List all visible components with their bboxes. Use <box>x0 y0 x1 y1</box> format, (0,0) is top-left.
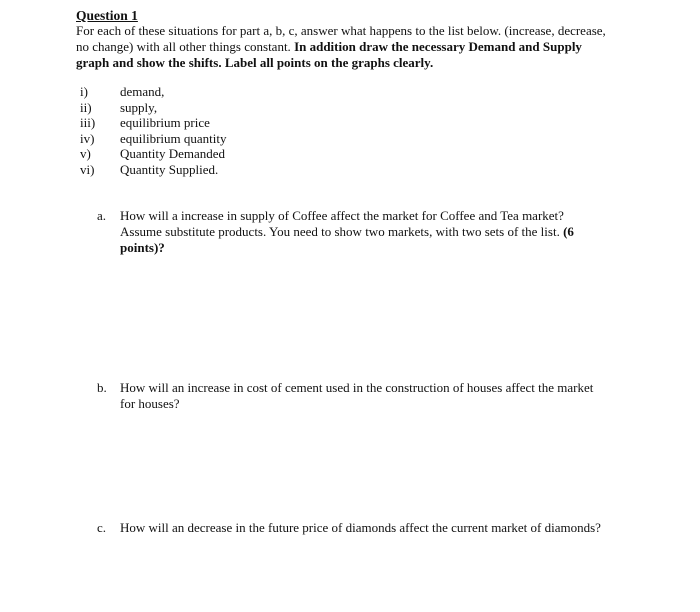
list-item-number: ii) <box>80 99 92 115</box>
part-b-letter: b. <box>97 380 107 395</box>
part-b-text: How will an increase in cost of cement used in the construction of houses affect the market for houses? <box>120 380 594 411</box>
part-c-question <box>120 520 607 536</box>
instructions-text: For each of these situations for part a, b, c, answer what happens to the list below. (increase, decrease, no change) with all other things constant. <box>76 23 606 54</box>
part-b <box>97 380 607 412</box>
list-item-number: vi) <box>80 161 95 177</box>
part-c-letter: c. <box>97 520 107 535</box>
part-a-letter: a. <box>97 208 107 223</box>
instructions-bold-text: In addition draw the necessary Demand and Supply graph and show the shifts. Label all points on the graphs clearly. <box>76 39 582 70</box>
question-instructions <box>76 23 616 71</box>
list-item <box>76 84 376 100</box>
list-item-number: iv) <box>80 130 95 146</box>
list-item-label: Quantity Demanded <box>120 146 226 161</box>
list-item-number: iii) <box>80 115 96 130</box>
part-a <box>97 208 607 256</box>
list-item-number: v) <box>80 146 91 161</box>
part-b-question <box>120 380 607 412</box>
list-item <box>76 131 376 147</box>
list-item <box>76 162 376 178</box>
part-a-question <box>120 208 607 256</box>
list-item <box>76 100 376 116</box>
list-item-label: supply, <box>120 99 158 115</box>
answer-list <box>76 84 376 177</box>
list-item-label: equilibrium quantity <box>120 130 227 146</box>
part-a-text: How will a increase in supply of Coffee affect the market for Coffee and Tea market? Assume substitute products. You need to show two markets, with two sets of the list. <box>120 208 564 239</box>
list-item-label: Quantity Supplied. <box>120 161 219 177</box>
part-a-points: (6 points)? <box>120 224 574 255</box>
list-item-label: demand, <box>120 84 165 99</box>
list-item <box>76 146 376 162</box>
question-title: Question 1 <box>76 8 138 23</box>
list-item <box>76 115 376 131</box>
part-c-text: How will an decrease in the future price of diamonds affect the current market of diamonds? <box>120 520 601 535</box>
list-item-label: equilibrium price <box>120 115 210 130</box>
list-item-number: i) <box>80 84 88 99</box>
part-c <box>97 520 607 536</box>
